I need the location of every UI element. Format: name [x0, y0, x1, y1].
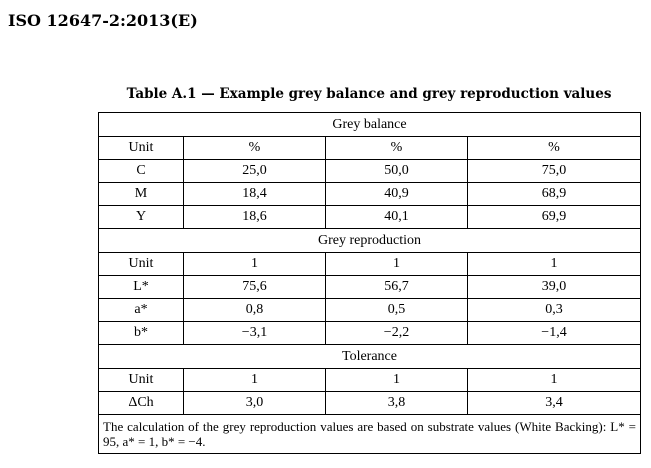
section-header: Grey balance	[99, 113, 641, 137]
document-id: ISO 12647-2:2013(E)	[8, 11, 198, 30]
row-label: Y	[99, 206, 184, 229]
cell-value: 56,7	[326, 276, 468, 299]
cell-value: 1	[468, 369, 641, 392]
cell-value: %	[326, 137, 468, 160]
table-row	[99, 183, 641, 206]
section-header: Tolerance	[99, 345, 641, 369]
cell-value: 1	[468, 253, 641, 276]
cell-value: 40,1	[326, 206, 468, 229]
cell-value: 3,0	[184, 392, 326, 415]
row-label: M	[99, 183, 184, 206]
cell-value: 1	[326, 369, 468, 392]
section-header: Grey reproduction	[99, 229, 641, 253]
cell-value: 75,0	[468, 160, 641, 183]
row-label: b*	[99, 322, 184, 345]
table-row	[99, 276, 641, 299]
cell-value: 18,6	[184, 206, 326, 229]
cell-value: 0,5	[326, 299, 468, 322]
table-note: The calculation of the grey reproduction values are based on substrate values (White Backing): L* = 95, a* = 1, b* = −4.	[99, 415, 641, 454]
cell-value: 0,3	[468, 299, 641, 322]
row-label: Unit	[99, 253, 184, 276]
table-row	[99, 322, 641, 345]
table-row	[99, 253, 641, 276]
cell-value: 1	[184, 369, 326, 392]
table-row	[99, 137, 641, 160]
table-row	[99, 206, 641, 229]
cell-value: 3,8	[326, 392, 468, 415]
cell-value: 40,9	[326, 183, 468, 206]
table-row	[99, 160, 641, 183]
cell-value: 1	[326, 253, 468, 276]
row-label: a*	[99, 299, 184, 322]
cell-value: 3,4	[468, 392, 641, 415]
row-label: Unit	[99, 369, 184, 392]
cell-value: 0,8	[184, 299, 326, 322]
cell-value: 25,0	[184, 160, 326, 183]
cell-value: 75,6	[184, 276, 326, 299]
row-label: C	[99, 160, 184, 183]
cell-value: 50,0	[326, 160, 468, 183]
cell-value: %	[468, 137, 641, 160]
cell-value: 69,9	[468, 206, 641, 229]
table-row	[99, 392, 641, 415]
cell-value: −2,2	[326, 322, 468, 345]
cell-value: 68,9	[468, 183, 641, 206]
cell-value: −1,4	[468, 322, 641, 345]
cell-value: 39,0	[468, 276, 641, 299]
row-label: L*	[99, 276, 184, 299]
row-label: ΔCh	[99, 392, 184, 415]
row-label: Unit	[99, 137, 184, 160]
cell-value: 18,4	[184, 183, 326, 206]
table-row	[99, 299, 641, 322]
table-caption: Table A.1 — Example grey balance and grey reproduction values	[126, 86, 612, 102]
table-row	[99, 369, 641, 392]
cell-value: %	[184, 137, 326, 160]
grey-balance-table	[98, 112, 641, 454]
cell-value: −3,1	[184, 322, 326, 345]
cell-value: 1	[184, 253, 326, 276]
